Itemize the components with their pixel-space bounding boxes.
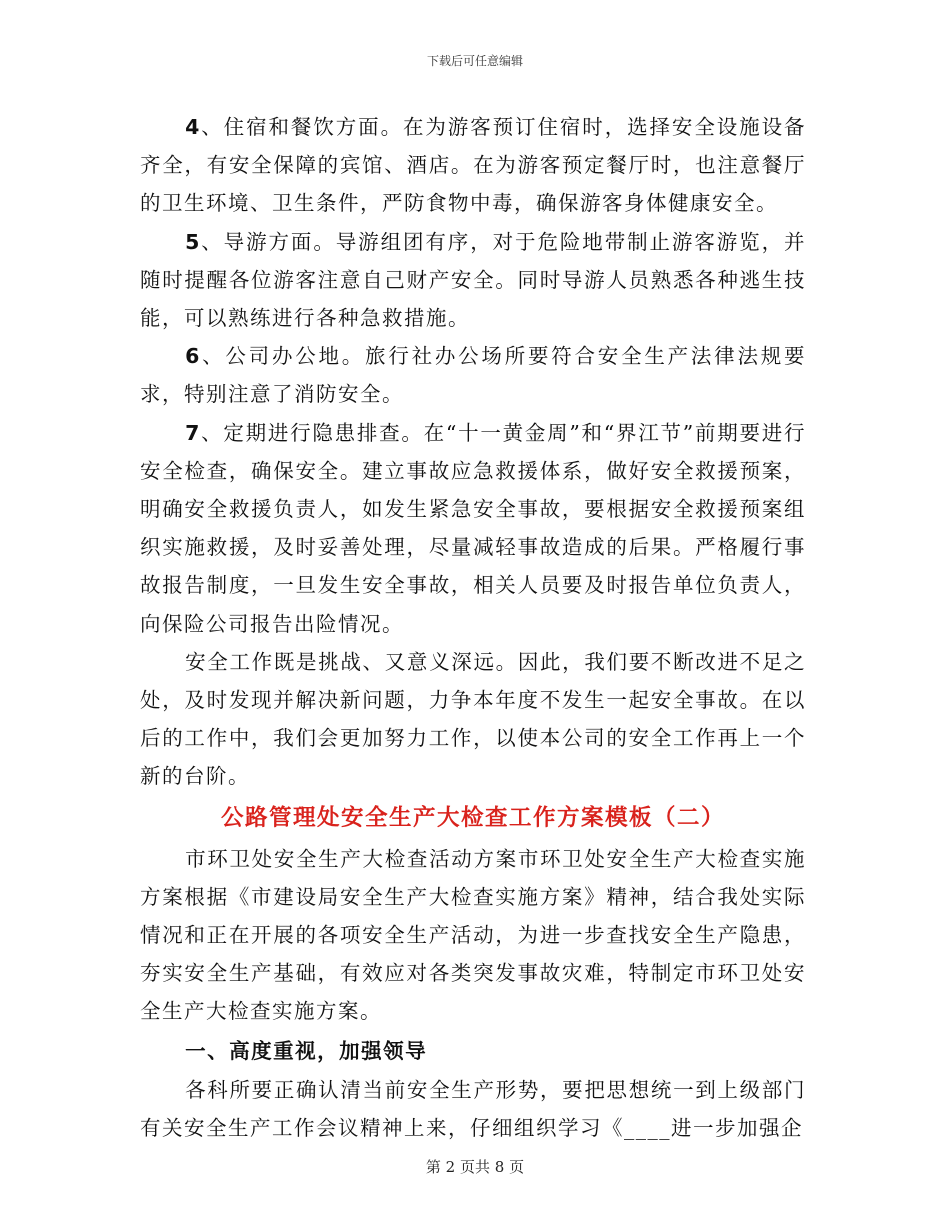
item-text: 、导游方面。导游组团有序，对于危险地带制止游客游览，并随时提醒各位游客注意自己财产安全。同时导游人员熟悉各种逃生技能，可以熟练进行各种急救措施。 xyxy=(140,229,806,331)
item-number: 4 xyxy=(185,115,201,139)
body-paragraph: 各科所要正确认清当前安全生产形势，要把思想统一到上级部门有关安全生产工作会议精神上来，仔细组织学习《____进一步加强企 xyxy=(140,1077,806,1140)
item-number: 7 xyxy=(185,420,201,445)
list-item xyxy=(140,337,806,413)
item-number: 6 xyxy=(185,344,201,369)
list-item xyxy=(140,223,806,338)
item-text: 、定期进行隐患排查。在“十一黄金周”和“界江节”前期要进行安全检查，确保安全。建立事故应急救援体系，做好安全救援预案，明确安全救援负责人，如发生紧急安全事故，要根据安全救援预案组织实施救援，及时妥善处理，尽量减轻事故造成的后果。严格履行事故报告制度，一旦发生安全事故，相关人员要及时报告单位负责人，向保险公司报告出险情况。 xyxy=(140,420,806,636)
item-number: 5 xyxy=(185,229,201,254)
intro-paragraph: 市环卫处安全生产大检查活动方案市环卫处安全生产大检查实施方案根据《市建设局安全生产大检查实施方案》精神，结合我处实际情况和正在开展的各项安全生产活动，为进一步查找安全生产隐患，夯实安全生产基础，有效应对各类突发事故灾难，特制定市环卫处安全生产大检查实施方案。 xyxy=(140,846,806,1024)
item-text: 、住宿和餐饮方面。在为游客预订住宿时，选择安全设施设备齐全，有安全保障的宾馆、酒店。在为游客预定餐厅时，也注意餐厅的卫生环境、卫生条件，严防食物中毒，确保游客身体健康安全。 xyxy=(140,115,806,216)
document-body xyxy=(140,108,806,1147)
section-heading: 一、高度重视，加强领导 xyxy=(185,1038,428,1063)
section-title: 公路管理处安全生产大检查工作方案模板（二） xyxy=(220,804,725,831)
page-footer: 第 2 页共 8 页 xyxy=(425,1158,525,1176)
page-header: 下载后可任意编辑 xyxy=(426,54,523,68)
conclusion-paragraph: 安全工作既是挑战、又意义深远。因此，我们要不断改进不足之处，及时发现并解决新问题，力争本年度不发生一起安全事故。在以后的工作中，我们会更加努力工作，以使本公司的安全工作再上一个新的台阶。 xyxy=(140,649,806,789)
list-item xyxy=(140,108,806,223)
item-text: 、公司办公地。旅行社办公场所要符合安全生产法律法规要求，特别注意了消防安全。 xyxy=(140,344,806,407)
list-item xyxy=(140,414,806,643)
